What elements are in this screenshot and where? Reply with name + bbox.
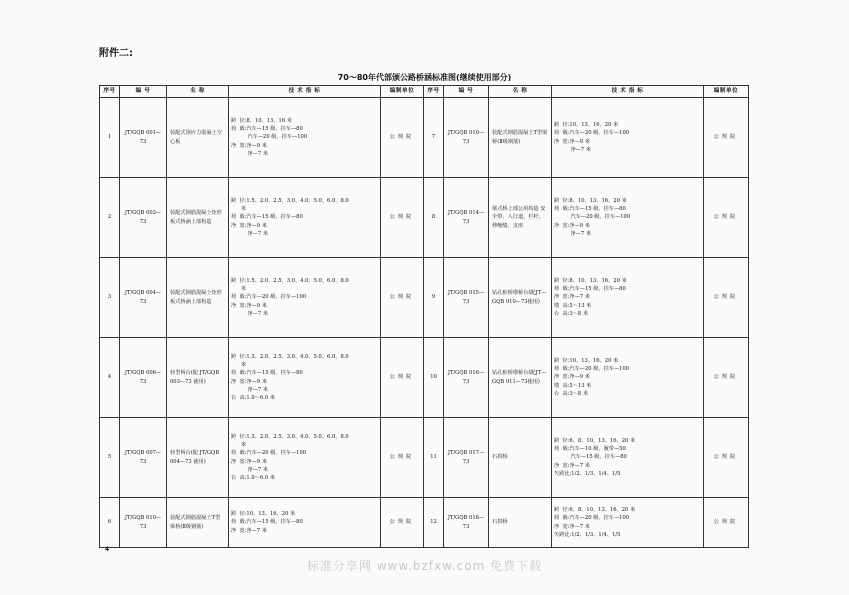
standards-table	[99, 85, 749, 548]
table-row	[100, 258, 749, 338]
code-cell: JT/GQB 016—73	[444, 338, 489, 418]
name-cell: 装配式预应力混凝土空心板	[167, 98, 229, 178]
name-cell: 装配式钢筋混凝土T型梁桥(Ⅱ级钢筋)	[167, 498, 229, 548]
spec-line: 荷 载:汽车—15 级、挂车—80	[231, 126, 303, 133]
name-cell: 石拱桥	[489, 498, 552, 548]
spec-line: 净—7 米	[231, 466, 269, 473]
spec-cell	[229, 258, 381, 338]
header-name: 名 称	[167, 86, 229, 98]
spec-line: 荷 载:汽车—15 级、挂车—80	[231, 214, 303, 221]
name-cell: 钻孔桩桥墩桥台(配JT—GQB 011—73使用)	[489, 338, 552, 418]
seq-cell: 12	[424, 498, 444, 548]
unit-cell: 公规院	[704, 178, 749, 258]
unit-cell: 公规院	[381, 178, 424, 258]
spec-line: 台 高:1.0～6.0 米	[231, 394, 275, 401]
spec-line: 净 宽:净—7 米	[554, 462, 590, 469]
unit-cell: 公规院	[704, 418, 749, 498]
header-code: 编 号	[120, 86, 167, 98]
header-unit: 编制单位	[704, 86, 749, 98]
code-cell: JT/GQB 001—73	[120, 98, 167, 178]
spec-line: 墩 高:5～13 米	[554, 302, 592, 309]
spec-line: 荷 载:汽车—10 级、履带—50	[554, 446, 626, 453]
name-cell: 梁式桥上部公用构造 安全带、人行道、栏杆、伸缩缝、支座	[489, 178, 552, 258]
spec-line: 跨 径:1.5、2.0、2.5、3.0、4.0、5.0、6.0、8.0	[231, 278, 349, 285]
header-seq: 序号	[424, 86, 444, 98]
name-cell: 钻孔桩桥墩桥台(配JT—GQB 010—73使用)	[489, 258, 552, 338]
code-cell: JT/GQB 018—73	[444, 498, 489, 548]
spec-cell	[229, 178, 381, 258]
header-seq: 序号	[100, 86, 120, 98]
spec-line: 台 高:1.0～6.0 米	[231, 474, 275, 481]
spec-line: 汽车—20 级、挂车—100	[231, 134, 308, 141]
unit-cell: 公规院	[381, 258, 424, 338]
spec-line: 净 宽:净—9 米	[231, 302, 267, 309]
spec-line: 净 宽:净—9 米	[231, 222, 267, 229]
name-cell: 装配式钢筋混凝土T型梁桥(Ⅱ级钢筋)	[489, 98, 552, 178]
spec-line: 净 宽:净—9 米	[554, 138, 590, 145]
table-row	[100, 498, 749, 548]
code-cell: JT/GQB 004—73	[120, 258, 167, 338]
spec-cell	[229, 338, 381, 418]
header-unit: 编制单位	[381, 86, 424, 98]
spec-line: 净—7 米	[231, 230, 269, 237]
code-cell: JT/GQB 010—73	[444, 98, 489, 178]
spec-line: 跨 径:1.5、2.0、2.5、3.0、4.0、5.0、6.0、8.0	[231, 198, 349, 205]
name-cell: 轻型桥台(配 JT/GQB 004—73 使用)	[167, 418, 229, 498]
header-row	[100, 86, 749, 98]
table-row	[100, 418, 749, 498]
seq-cell: 4	[100, 338, 120, 418]
spec-line: 跨 径:1.5、2.0、2.5、3.0、4.0、5.0、6.0、8.0	[231, 354, 349, 361]
page-number: 4	[105, 546, 110, 553]
table-title: 70～80年代部颁公路桥涵标准图(继续使用部分)	[337, 73, 512, 82]
spec-line: 跨 径:8、10、13、16、20 米	[554, 198, 627, 205]
spec-line: 米	[231, 362, 247, 369]
name-cell: 装配式钢筋混凝土矩形板式桥涵上部构造	[167, 258, 229, 338]
spec-line: 净 宽:净—9 米	[554, 374, 590, 381]
spec-cell	[552, 178, 704, 258]
seq-cell: 11	[424, 418, 444, 498]
spec-line: 净—7 米	[231, 310, 269, 317]
table-row	[100, 98, 749, 178]
spec-line: 净—7 米	[231, 386, 269, 393]
unit-cell: 公规院	[381, 98, 424, 178]
attachment-label: 附件二:	[99, 48, 133, 59]
name-cell: 装配式钢筋混凝土矩形板式桥涵上部构造	[167, 178, 229, 258]
seq-cell: 1	[100, 98, 120, 178]
spec-line: 台 高:3～8 米	[554, 390, 589, 397]
spec-line: 跨 径:8、10、13、16 米	[231, 118, 292, 125]
spec-line: 净 宽:净—9 米	[231, 378, 267, 385]
spec-line: 墩 高:5～13 米	[554, 382, 592, 389]
spec-line: 净 宽:净—7 米	[554, 294, 590, 301]
seq-cell: 7	[424, 98, 444, 178]
code-cell: JT/GQB 015—73	[444, 258, 489, 338]
spec-line: 净 宽:净—7 米	[231, 527, 267, 534]
unit-cell: 公规院	[704, 338, 749, 418]
spec-line: 净—7 米	[554, 146, 592, 153]
seq-cell: 8	[424, 178, 444, 258]
unit-cell: 公规院	[704, 258, 749, 338]
spec-line: 米	[231, 286, 247, 293]
header-spec: 技 术 指 标	[552, 86, 704, 98]
spec-line: 荷 载:汽车—20 级、挂车—100	[554, 366, 630, 373]
name-cell: 石拱桥	[489, 418, 552, 498]
seq-cell: 5	[100, 418, 120, 498]
name-cell: 轻型桥台(配 JT/GQB 003—73 使用)	[167, 338, 229, 418]
spec-line: 净—7 米	[231, 150, 269, 157]
spec-line: 荷 载:汽车—15 级、挂车—80	[554, 286, 626, 293]
spec-line: 跨 径:10、13、16、20 米	[554, 122, 619, 129]
spec-line: 荷 载:汽车—15 级、挂车—80	[231, 370, 303, 377]
spec-line: 跨 径:6、8、10、13、16、20 米	[554, 507, 636, 514]
watermark: 标准分享网 www.bzfxw.com 免费下载	[306, 559, 543, 573]
spec-line: 荷 载:汽车—20 级、挂车—100	[231, 294, 307, 301]
header-spec: 技 术 指 标	[229, 86, 381, 98]
spec-line: 矢跨比:1/2、1/3、1/4、1/5	[554, 531, 621, 538]
unit-cell: 公规院	[381, 498, 424, 548]
code-cell: JT/GQB 007—73	[120, 418, 167, 498]
spec-cell	[552, 338, 704, 418]
spec-cell	[552, 498, 704, 548]
spec-cell	[229, 98, 381, 178]
spec-line: 矢跨比:1/2、1/3、1/4、1/5	[554, 470, 621, 477]
unit-cell: 公规院	[704, 98, 749, 178]
spec-cell	[552, 258, 704, 338]
unit-cell: 公规院	[381, 338, 424, 418]
spec-line: 净—7 米	[554, 230, 592, 237]
spec-line: 汽车—20 级、挂车—100	[554, 214, 631, 221]
spec-cell	[229, 498, 381, 548]
table-row	[100, 338, 749, 418]
seq-cell: 10	[424, 338, 444, 418]
header-name: 名 称	[489, 86, 552, 98]
spec-line: 荷 载:汽车—20 级、挂车—100	[554, 515, 630, 522]
unit-cell: 公规院	[704, 498, 749, 548]
spec-cell	[229, 418, 381, 498]
seq-cell: 6	[100, 498, 120, 548]
spec-line: 荷 载:汽车—15 级、挂车—80	[231, 519, 303, 526]
spec-line: 跨 径:10、13、16、20 米	[554, 358, 619, 365]
spec-line: 净 宽:净—9 米	[231, 142, 267, 149]
spec-line: 荷 载:汽车—20 级、挂车—100	[554, 130, 630, 137]
spec-cell	[552, 98, 704, 178]
table-row	[100, 178, 749, 258]
unit-cell: 公规院	[381, 418, 424, 498]
spec-line: 净 宽:净—9 米	[231, 458, 267, 465]
spec-line: 跨 径:1.5、2.0、2.5、3.0、4.0、5.0、6.0、8.0	[231, 434, 349, 441]
code-cell: JT/GQB 003—73	[120, 178, 167, 258]
spec-line: 跨 径:6、8、10、13、16、20 米	[554, 438, 636, 445]
spec-cell	[552, 418, 704, 498]
header-code: 编 号	[444, 86, 489, 98]
seq-cell: 9	[424, 258, 444, 338]
code-cell: JT/GQB 010—73	[120, 498, 167, 548]
spec-line: 台 高:3～8 米	[554, 310, 589, 317]
spec-line: 米	[231, 442, 247, 449]
seq-cell: 3	[100, 258, 120, 338]
spec-line: 米	[231, 206, 247, 213]
spec-line: 跨 径:10、13、16、20 米	[231, 511, 296, 518]
spec-line: 荷 载:汽车—20 级、挂车—100	[231, 450, 307, 457]
spec-line: 净 宽:净—7 米	[554, 523, 590, 530]
code-cell: JT/GQB 006—73	[120, 338, 167, 418]
spec-line: 汽车—15 级、挂车—80	[554, 454, 627, 461]
code-cell: JT/GQB 017—73	[444, 418, 489, 498]
seq-cell: 2	[100, 178, 120, 258]
spec-line: 跨 径:8、10、13、16、20 米	[554, 278, 627, 285]
spec-line: 净 宽:净—9 米	[554, 222, 590, 229]
spec-line: 荷 载:汽车—15 级、挂车—80	[554, 206, 626, 213]
code-cell: JT/GQB 014—73	[444, 178, 489, 258]
